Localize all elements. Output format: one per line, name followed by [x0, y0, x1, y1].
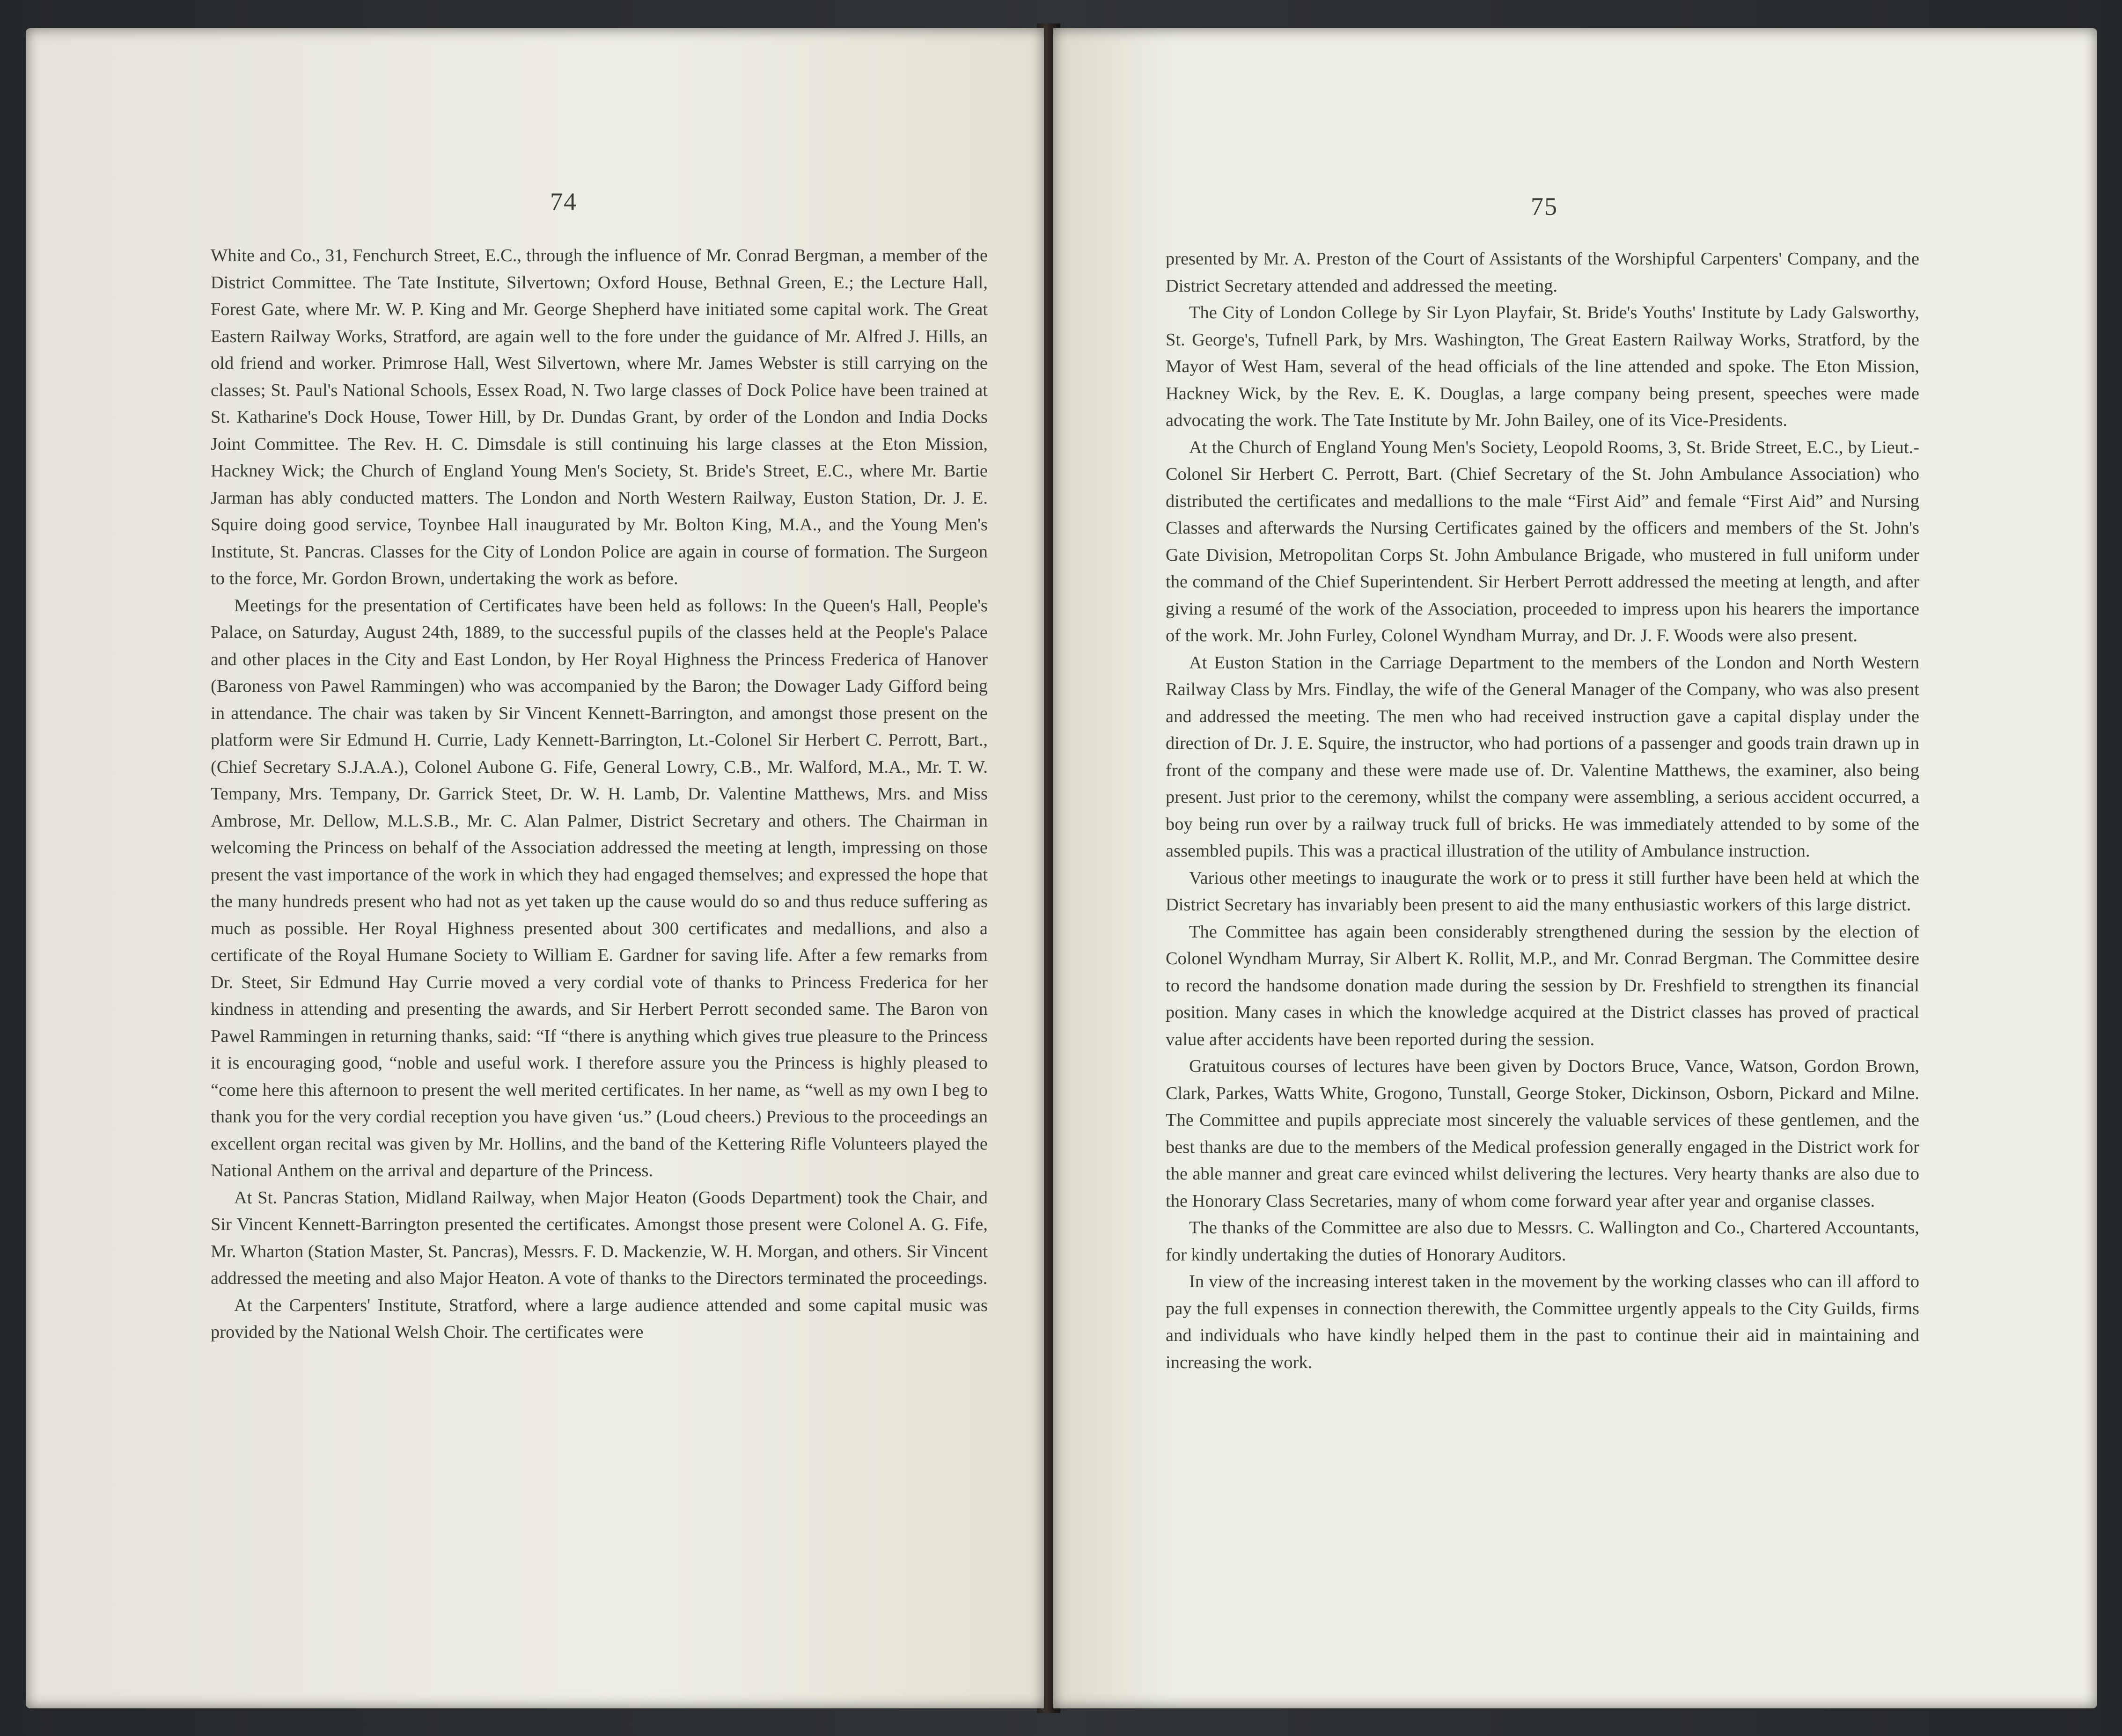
paragraph: In view of the increasing interest taken in the movement by the working classes who can ill afford to pay the full expenses in connection therewith, the Committee urgently appeals to the City Guilds, firms and individuals who have kindly helped them in the past to continue their aid in maintaining and increasing the work. [1166, 1272, 1919, 1372]
paragraph: The thanks of the Committee are also due to Messrs. C. Wallington and Co., Chartered Accountants, for kindly undertaking the duties of Honorary Auditors. [1166, 1218, 1919, 1265]
paragraph: presented by Mr. A. Preston of the Court of Assistants of the Worshipful Carpenters' Company, and the District Secretary attended and addressed the meeting. [1166, 249, 1919, 296]
paragraph: At the Carpenters' Institute, Stratford, where a large audience attended and some capital music was provided by the National Welsh Choir. The certificates were [211, 1295, 988, 1342]
page-number: 74 [550, 188, 577, 216]
paragraph: At Euston Station in the Carriage Department to the members of the London and North Western Railway Class by Mrs. Findlay, the wife of the General Manager of the Company, who was also present and addressed the meeting. The men who had received instruction gave a capital display under the direction of Dr. J. E. Squire, the instructor, who had portions of a passenger and goods train drawn up in front of the company and these were made use of. Dr. Valentine Matthews, the examiner, also being present. Just prior to the ceremony, whilst the company were assembling, a serious accident occurred, a boy being run over by a railway truck full of bricks. He was immediately attended to by some of the assembled pupils. This was a practical illustration of the utility of Ambulance instruction. [1166, 652, 1919, 861]
page-body [211, 242, 988, 1346]
paragraph: Meetings for the presentation of Certificates have been held as follows: In the Queen's Hall, People's Palace, on Saturday, August 24th, 1889, to the successful pupils of the classes held at the People's Palace and other places in the City and East London, by Her Royal Highness the Princess Frederica of Hanover (Baroness von Pawel Rammingen) who was accompanied by the Baron; the Dowager Lady Gifford being in attendance. The chair was taken by Sir Vincent Kennett-Barrington, and amongst those present on the platform were Sir Edmund H. Currie, Lady Kennett-Barrington, Lt.-Colonel Sir Herbert C. Perrott, Bart., (Chief Secretary S.J.A.A.), Colonel Aubone G. Fife, General Lowry, C.B., Mr. Walford, M.A., Mr. T. W. Tempany, Mrs. Tempany, Dr. Garrick Steet, Dr. W. H. Lamb, Dr. Valentine Matthews, Mrs. and Miss Ambrose, Mr. Dellow, M.L.S.B., Mr. C. Alan Palmer, District Secretary and others. The Chairman in welcoming the Princess on behalf of the Association addressed the meeting at length, impressing on those present the vast importance of the work in which they had engaged themselves; and expressed the hope that the many hundreds present who had not as yet taken up the cause would do so and thus reduce suffering as much as possible. Her Royal Highness presented about 300 certificates and medallions, and also a certificate of the Royal Humane Society to William E. Gardner for saving life. After a few remarks from Dr. Steet, Sir Edmund Hay Currie moved a very cordial vote of thanks to Princess Frederica for her kindness in attending and presenting the awards, and Sir Herbert Perrott seconded same. The Baron von Pawel Rammingen in returning thanks, said: “If “there is anything which gives true pleasure to the Princess it is encouraging good, “noble and useful work. I therefore assure you the Princess is highly pleased to “come here this afternoon to present the well merited certificates. In her name, as “well as my own I beg to thank you for the very cordial reception you have given ‘us.” (Loud cheers.) Previous to the proceedings an excellent organ recital was given by Mr. Hollins, and the band of the Kettering Rifle Volunteers played the National Anthem on the arrival and departure of the Princess. [211, 595, 988, 1180]
paragraph: The City of London College by Sir Lyon Playfair, St. Bride's Youths' Institute by Lady Galsworthy, St. George's, Tufnell Park, by Mrs. Washington, The Great Eastern Railway Works, Stratford, by the Mayor of West Ham, several of the head officials of the line attended and spoke. The Eton Mission, Hackney Wick, by the Rev. E. K. Douglas, a large company being present, speeches were made advocating the work. The Tate Institute by Mr. John Bailey, one of its Vice-Presidents. [1166, 303, 1919, 430]
paragraph: At the Church of England Young Men's Society, Leopold Rooms, 3, St. Bride Street, E.C., by Lieut.-Colonel Sir Herbert C. Perrott, Bart. (Chief Secretary of the St. John Ambulance Association) who distributed the certificates and medallions to the male “First Aid” and female “First Aid” and Nursing Classes and afterwards the Nursing Certificates gained by the officers and members of the St. John's Gate Division, Metropolitan Corps St. John Ambulance Brigade, who mustered in full uniform under the command of the Chief Superintendent. Sir Herbert Perrott addressed the meeting at length, and after giving a resumé of the work of the Association, proceeded to impress upon his hearers the importance of the work. Mr. John Furley, Colonel Wyndham Murray, and Dr. J. F. Woods were also present. [1166, 437, 1919, 645]
paragraph: Gratuitous courses of lectures have been given by Doctors Bruce, Vance, Watson, Gordon Brown, Clark, Parkes, Watts White, Grogono, Tunstall, George Stoker, Dickinson, Osborn, Pickard and Milne. The Committee and pupils appreciate most sincerely the valuable services of these gentlemen, and the best thanks are due to the members of the Medical profession generally engaged in the District work for the able manner and great care evinced whilst delivering the lectures. Very hearty thanks are also due to the Honorary Class Secretaries, many of whom come forward year after year and organise classes. [1166, 1056, 1919, 1211]
paragraph: White and Co., 31, Fenchurch Street, E.C., through the influence of Mr. Conrad Bergman, a member of the District Committee. The Tate Institute, Silvertown; Oxford House, Bethnal Green, E.; the Lecture Hall, Forest Gate, where Mr. W. P. King and Mr. George Shepherd have initiated some capital work. The Great Eastern Railway Works, Stratford, are again well to the fore under the guidance of Mr. Alfred J. Hills, an old friend and worker. Primrose Hall, West Silvertown, where Mr. James Webster is still carrying on the classes; St. Paul's National Schools, Essex Road, N. Two large classes of Dock Police have been trained at St. Katharine's Dock House, Tower Hill, by Dr. Dundas Grant, by order of the London and India Docks Joint Committee. The Rev. H. C. Dimsdale is still continuing his large classes at the Eton Mission, Hackney Wick; the Church of England Young Men's Society, St. Bride's Street, E.C., where Mr. Bartie Jarman has ably conducted matters. The London and North Western Railway, Euston Station, Dr. J. E. Squire doing good service, Toynbee Hall inaugurated by Mr. Bolton King, M.A., and the Young Men's Institute, St. Pancras. Classes for the City of London Police are again in course of formation. The Surgeon to the force, Mr. Gordon Brown, undertaking the work as before. [211, 246, 988, 588]
paragraph: The Committee has again been considerably strengthened during the session by the election of Colonel Wyndham Murray, Sir Albert K. Rollit, M.P., and Mr. Conrad Bergman. The Committee desire to record the handsome donation made during the session by Dr. Freshfield to strengthen its financial position. Many cases in which the knowledge acquired at the District classes has proved of practical value after accidents have been reported during the session. [1166, 922, 1919, 1049]
left-page [26, 28, 1044, 1708]
paragraph: At St. Pancras Station, Midland Railway, when Major Heaton (Goods Department) took the Chair, and Sir Vincent Kennett-Barrington presented the certificates. Amongst those present were Colonel A. G. Fife, Mr. Wharton (Station Master, St. Pancras), Messrs. F. D. Mackenzie, W. H. Morgan, and others. Sir Vincent addressed the meeting and also Major Heaton. A vote of thanks to the Directors terminated the proceedings. [211, 1187, 988, 1288]
page-number: 75 [1531, 192, 1558, 220]
right-page [1053, 28, 2097, 1708]
page-body [1166, 246, 1919, 1376]
paragraph: Various other meetings to inaugurate the work or to press it still further have been held at which the District Secretary has invariably been present to aid the many enthusiastic workers of this large district. [1166, 868, 1919, 915]
